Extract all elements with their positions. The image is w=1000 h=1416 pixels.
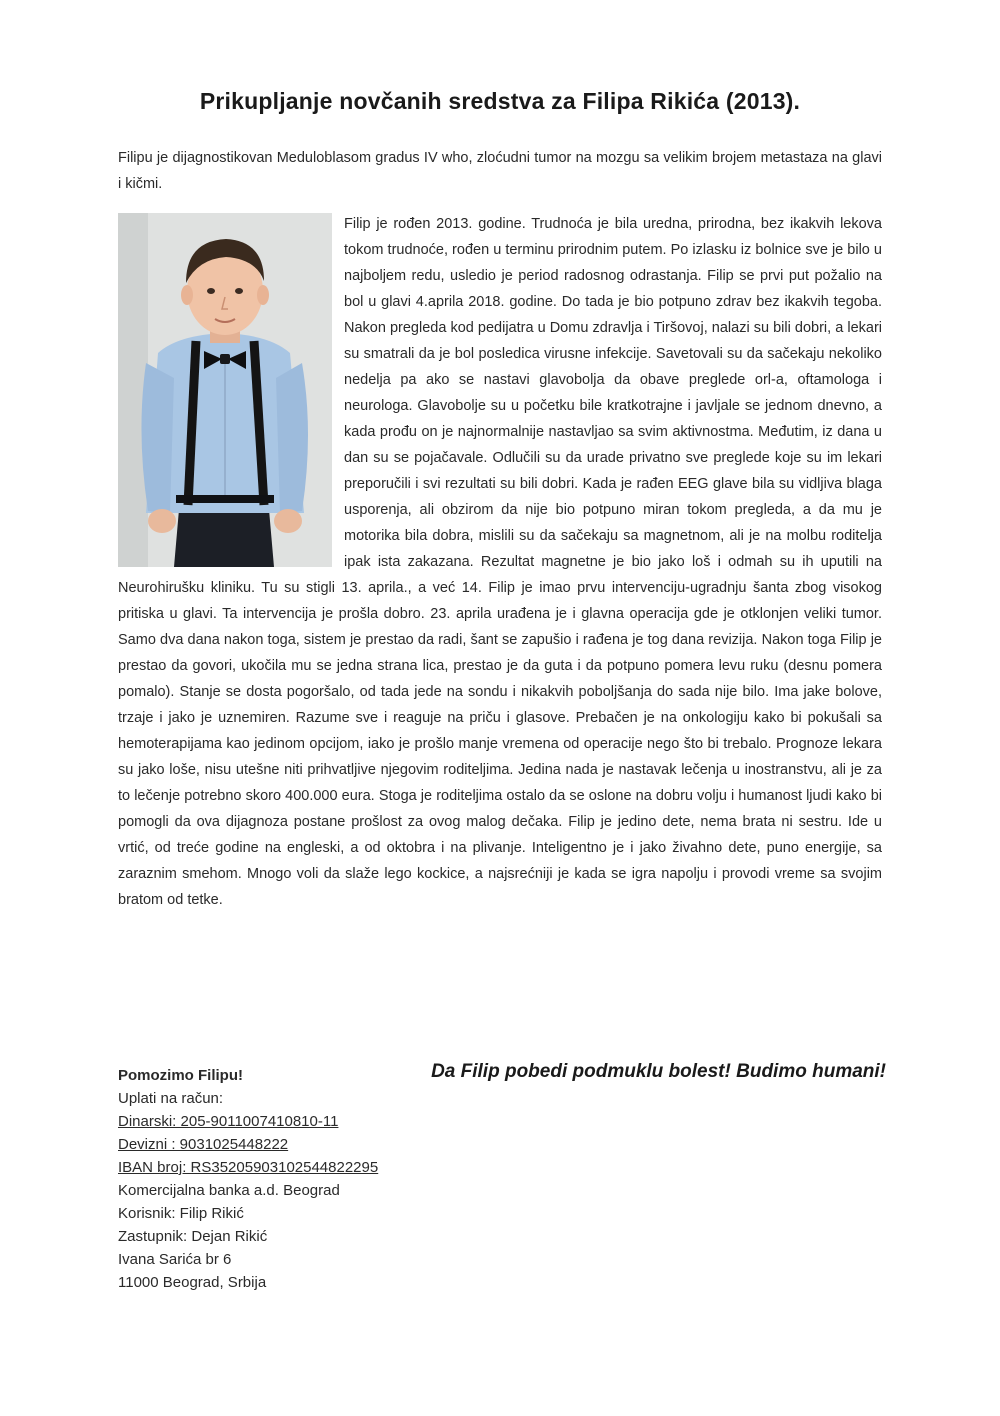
iban-link[interactable]: IBAN broj: RS35205903102544822295 bbox=[118, 1159, 379, 1176]
city-address: 11000 Beograd, Srbija bbox=[118, 1274, 267, 1291]
foreign-account-link[interactable]: Devizni : 9031025448222 bbox=[118, 1136, 289, 1153]
donation-heading: Pomozimo Filipu! bbox=[118, 1067, 243, 1084]
story-section bbox=[118, 211, 882, 913]
dinar-account-link[interactable]: Dinarski: 205-9011007410810-11 bbox=[118, 1113, 339, 1130]
donation-info bbox=[118, 1064, 448, 1294]
intro-paragraph: Filipu je dijagnostikovan Meduloblasom gradus IV who, zloćudni tumor na mozgu sa velikim brojem metastaza na glavi i kičmi. bbox=[118, 150, 882, 192]
boy-photo bbox=[118, 213, 332, 567]
document-title: Prikupljanje novčanih sredstva za Filipa Rikića (2013). bbox=[199, 88, 801, 114]
slogan: Da Filip pobedi podmuklu bolest! Budimo humani! bbox=[431, 1061, 886, 1082]
story-paragraph: Filip je rođen 2013. godine. Trudnoća je bila uredna, prirodna, bez ikakvih lekova tokom trudnoće, rođen u terminu prirodnim putem. Po izlasku iz bolnice sve je bilo u najboljem redu, usledio je period radosnog odrastanja. Filip se prvi put požalio na bol u glavi 4.aprila 2018. godine. Do tada je bio potpuno zdrav bez ikakvih tegoba. Nakon pregleda kod pedijatra u Domu zdravlja i Tiršovoj, nalazi su bili dobri, a lekari su smatrali da je bol posledica virusne infekcije. Savetovali su da sačekaju nekoliko nedelja pa ako se nastavi glavobolja da obave preglede orl-a, oftamologa i neurologa. Glavobolje su u početku bile kratkotrajne i javljale se jednom dnevno, a kada prođu on je najnormalnije nastavljao sa svim aktivnostma. Međutim, iz dana u dan su se pojačavale. Odlučili su da urade privatno sve preglede koje su im lekari preporučili i svi rezultati su bili dobri. Kada je rađen EEG glave bila su vidljiva blaga usporenja, ali obzirom da nije bio potpuno miran tokom pregleda, a da mu je motorika bila dobra, mislili su da sačekaju sa magnetnom, ali je na molbu roditelja ipak ista zakazana. Rezultat magnetne je bio jako loš i odmah su ih uputili na Neurohirušku kliniku. Tu su stigli 13. aprila., a već 14. Filip je imao prvu intervenciju-ugradnju šanta zbog visokog pritiska u glavi. Ta intervencija je prošla dobro. 23. aprila urađena je i glavna operacija gde je otklonjen veliki tumor. Samo dva dana nakon toga, sistem je prestao da radi, šant se zapušio i rađena je tog dana revizija. Nakon toga Filip je prestao da govori, ukočila mu se jedna strana lica, prestao je da guta i da potpuno pomera levu ruku (desnu pomera pomalo). Stanje se dosta pogoršalo, od tada jede na sondu i nikakvih poboljšanja do sada nije bilo. Ima jake bolove, trzaje i jako je uznemiren. Razume sve i reaguje na priču i glasove. Prebačen je na onkologiju kako bi pokušali sa hemoterapijama kao jedinom opcijom, iako je prošlo manje vremena od operacije nego što bi trebalo. Prognoze lekara su jako loše, nisu utešne niti prihvatljive njegovim roditeljima. Jedina nada je nastavak lečenja u inostranstvu, ali je za to lečenje potrebno skoro 400.000 eura. Stoga je roditeljima ostalo da se oslone na dobru volju i humanost ljudi kako bi pomogli da ova dijagnoza postane prošlost za ovog malog dečaka. Filip je jedino dete, nema brata ni sestru. Ide u vrtić, od treće godine na engleski, a od oktobra i na plivanje. Inteligentno je i jako živahno dete, puno energije, sa zaraznim smehom. Mnogo voli da slaže lego kockice, a najsrećniji je kada se igra napolju i provodi vreme sa svojim bratom od tetke. bbox=[118, 216, 882, 908]
representative: Zastupnik: Dejan Rikić bbox=[118, 1228, 268, 1245]
boy-photo-illustration bbox=[118, 213, 332, 567]
bank-name: Komercijalna banka a.d. Beograd bbox=[118, 1182, 340, 1199]
donation-subheading: Uplati na račun: bbox=[118, 1090, 224, 1107]
street-address: Ivana Sarića br 6 bbox=[118, 1251, 232, 1268]
beneficiary: Korisnik: Filip Rikić bbox=[118, 1205, 244, 1222]
